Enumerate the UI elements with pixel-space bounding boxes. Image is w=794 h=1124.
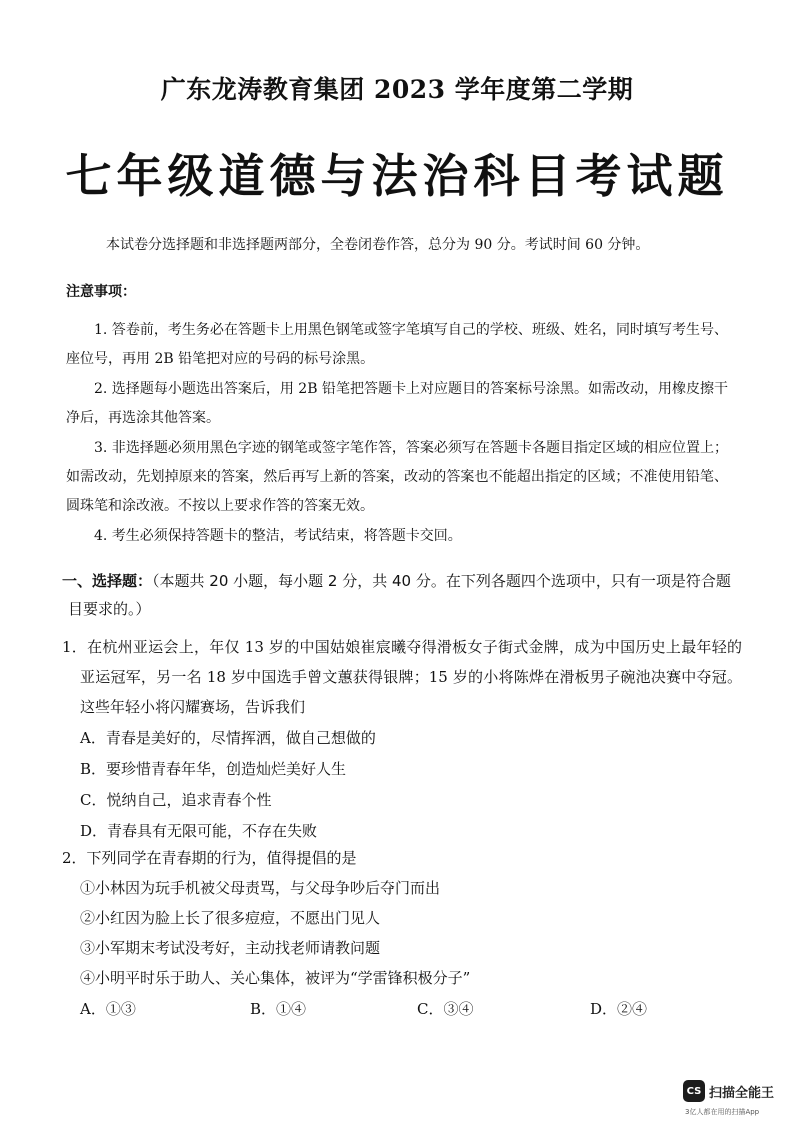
choice-d: D．②④ — [590, 1000, 648, 1018]
statement-item: ①小林因为玩手机被父母责骂，与父母争吵后夺门而出 — [80, 879, 441, 897]
statement-item: ②小红因为脸上长了很多痘痘，不愿出门见人 — [80, 909, 381, 927]
scanner-logo-icon: CS — [683, 1080, 705, 1102]
notice-list — [66, 316, 728, 552]
statement-item: ④小明平时乐于助人、关心集体，被评为“学雷锋积极分子” — [80, 969, 471, 987]
option-d: D．青春具有无限可能，不存在失败 — [80, 822, 318, 840]
notice-item: 4. 考生必须保持答题卡的整洁，考试结束，将答题卡交回。 — [94, 528, 462, 544]
exam-title: 七年级道德与法治科目考试题 — [65, 149, 729, 203]
choice-b: B．①④ — [250, 1000, 307, 1018]
choice-c: C．③④ — [417, 1000, 474, 1018]
scanner-app-name: 扫描全能王 — [709, 1086, 775, 1101]
section-desc-line2: 目要求的。） — [68, 600, 151, 618]
section-desc-line1: （本题共 20 小题，每小题 2 分，共 40 分。在下列各题四个选项中，只有一项是符合题 — [152, 572, 731, 590]
option-c: C．悦纳自己，追求青春个性 — [80, 791, 272, 809]
question-stem: 1．在杭州亚运会上，年仅 13 岁的中国姑娘崔宸曦夺得滑板女子街式金牌，成为中国历史上最年轻的亚运冠军，另一名 18 岁中国选手曾文蕙获得银牌；15 岁的小将陈烨在滑板男子碗池决赛中夺冠。这些年轻小将闪耀赛场，告诉我们 — [62, 638, 742, 716]
notice-heading: 注意事项： — [66, 284, 136, 300]
question-1 — [62, 632, 742, 846]
section-heading — [62, 567, 738, 623]
choice-a: A．①③ — [80, 1000, 136, 1018]
section-label: 一、选择题： — [62, 572, 153, 590]
question-stem: 2．下列同学在青春期的行为，值得提倡的是 — [62, 849, 357, 867]
exam-subtitle: 广东龙涛教育集团 2023 学年度第二学期 — [160, 75, 634, 104]
option-b: B．要珍惜青春年华，创造灿烂美好人生 — [80, 760, 347, 778]
statement-item: ③小军期末考试没考好，主动找老师请教问题 — [80, 939, 381, 957]
notice-item: 1. 答卷前，考生务必在答题卡上用黑色钢笔或签字笔填写自己的学校、班级、姓名，同时填写考生号、座位号，再用 2B 铅笔把对应的号码的标号涂黑。 — [66, 322, 728, 367]
answer-choices — [80, 998, 740, 1028]
notice-item: 3. 非选择题必须用黑色字迹的钢笔或签字笔作答，答案必须写在答题卡各题目指定区域的相应位置上；如需改动，先划掉原来的答案，然后再写上新的答案，改动的答案也不能超出指定的区域；不准使用铅笔、圆珠笔和涂改液。不按以上要求作答的答案无效。 — [66, 440, 728, 514]
question-2 — [62, 843, 742, 993]
scanner-watermark — [683, 1080, 793, 1120]
scanner-tagline: 3亿人都在用的扫描App — [685, 1108, 760, 1116]
exam-intro: 本试卷分选择题和非选择题两部分，全卷闭卷作答，总分为 90 分。考试时间 60 分钟。 — [106, 237, 650, 253]
option-a: A．青春是美好的，尽情挥洒，做自己想做的 — [80, 729, 376, 747]
notice-item: 2. 选择题每小题选出答案后，用 2B 铅笔把答题卡上对应题目的答案标号涂黑。如需改动，用橡皮擦干净后，再选涂其他答案。 — [66, 381, 728, 426]
